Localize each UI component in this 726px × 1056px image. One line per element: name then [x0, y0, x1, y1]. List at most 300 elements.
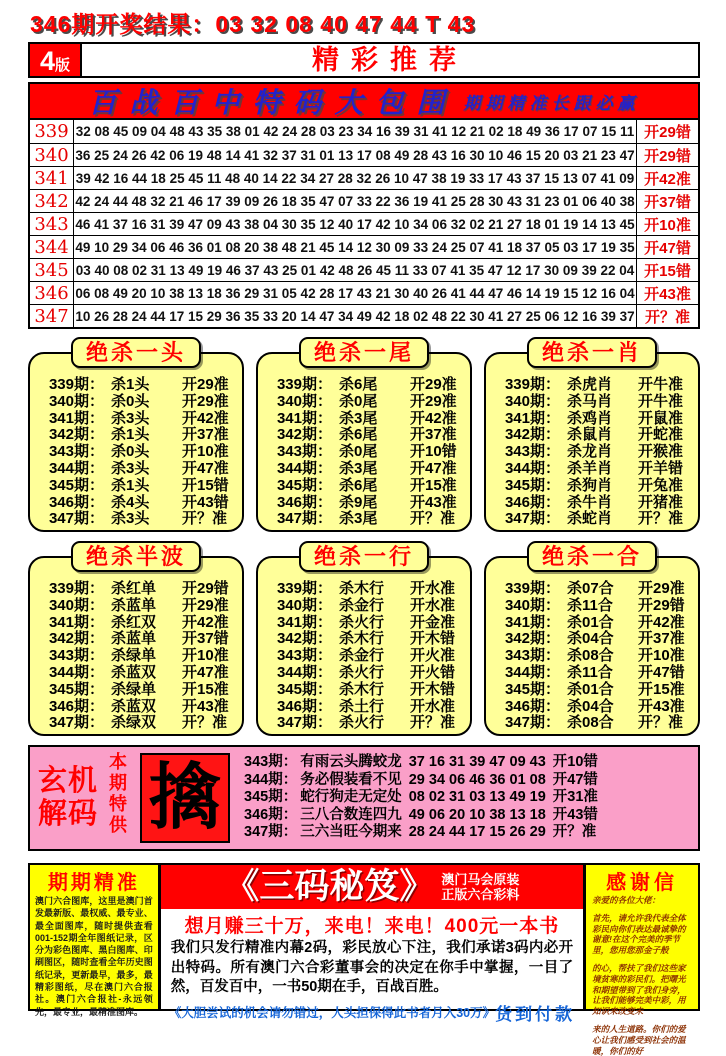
kill-result: 开29准 [410, 376, 457, 393]
kill-box-tail [256, 337, 472, 532]
kill-pick: 杀0头 [111, 443, 150, 461]
kill-box-sum [484, 541, 700, 736]
kill-pick: 杀6尾 [339, 376, 378, 393]
kill-result: 开10错 [410, 443, 457, 461]
kill-period: 347期： [276, 714, 332, 732]
result-cell: 开37错 [636, 190, 698, 212]
kill-period: 340期： [276, 596, 332, 614]
kill-period: 344期： [504, 459, 560, 477]
table-row [30, 235, 698, 258]
kill-row [262, 715, 466, 732]
kill-row [34, 461, 238, 478]
table-title-main: 百战百中特码大包围 [88, 86, 458, 119]
kill-period: 343期： [48, 647, 104, 665]
kill-result: 开15准 [182, 680, 229, 698]
kill-period: 346期： [276, 697, 332, 715]
kill-result: 开42准 [638, 613, 685, 631]
numbers-cell: 32 08 45 09 04 48 43 35 38 01 42 24 28 03 23 34 16 39 31 41 12 21 02 18 49 36 17 07 15 11 [75, 124, 635, 139]
kill-row [490, 615, 694, 632]
kill-period: 340期： [504, 596, 560, 614]
kill-period: 347期： [276, 510, 332, 528]
kill-result: 开木错 [410, 630, 456, 648]
kill-pick: 杀11合 [567, 663, 613, 681]
kill-period: 339期： [48, 580, 104, 597]
kill-pick: 杀07合 [567, 580, 614, 597]
mystery-period: 346期： [244, 806, 298, 823]
kill-result: 开？准 [638, 714, 684, 732]
numbers-cell: 03 40 08 02 31 13 49 19 46 37 43 25 01 42 48 26 45 11 33 07 41 35 47 12 17 30 09 39 22 04 [75, 262, 635, 278]
book-origin-line1: 澳门马会原装 [441, 872, 520, 887]
result-cell: 开29错 [636, 120, 698, 143]
book-ad-header [161, 865, 583, 909]
mystery-numbers: 37 16 31 39 47 09 43 [408, 754, 546, 771]
mystery-period: 345期： [244, 789, 298, 806]
kill-row [34, 631, 238, 648]
kill-result: 开29准 [182, 376, 229, 393]
kill-result: 开水准 [410, 580, 456, 597]
kill-row [262, 495, 466, 512]
kill-period: 344期： [276, 663, 332, 681]
kill-result: 开？准 [182, 510, 228, 528]
kill-result: 开猪准 [638, 493, 684, 511]
kill-result: 开47准 [182, 459, 229, 477]
kill-period: 344期： [48, 459, 104, 477]
kill-box-sum-body [484, 556, 700, 736]
kill-row [34, 598, 238, 615]
kill-pick: 杀08合 [567, 647, 614, 665]
kill-pick: 杀蓝双 [111, 663, 157, 681]
thanks-paragraph: 的心，帮扶了我们这些家境贫寒的彩民们。把曙光和期望带到了我们身旁，让我们能够完美中彩，用知识来改变未 [592, 962, 686, 1017]
qin-stamp-glyph: 擒 [149, 758, 222, 838]
kill-period: 341期： [504, 613, 560, 631]
kill-row [490, 648, 694, 665]
kill-result: 开47错 [638, 663, 685, 681]
kill-pick: 杀土行 [339, 697, 385, 715]
mystery-row [244, 772, 690, 790]
kill-period: 342期： [48, 630, 104, 648]
thanks-body [592, 895, 692, 1056]
kill-result: 开29准 [182, 392, 229, 410]
period-cell: 339 [30, 120, 74, 143]
kill-result: 开水准 [410, 697, 456, 715]
mystery-row [244, 754, 690, 772]
kill-pick: 杀0尾 [339, 443, 378, 461]
kill-period: 341期： [276, 613, 332, 631]
kill-row [262, 478, 466, 495]
kill-pick: 杀鼠肖 [567, 426, 613, 444]
kill-period: 342期： [504, 426, 560, 444]
kill-row [34, 682, 238, 699]
kill-period: 343期： [48, 443, 104, 461]
kill-pick: 杀3尾 [339, 409, 378, 427]
kill-row [490, 394, 694, 411]
kill-box-sum-title: 绝杀一合 [527, 541, 657, 572]
kill-row [490, 699, 694, 716]
kill-pick: 杀绿双 [111, 714, 157, 732]
kill-row [490, 427, 694, 444]
kill-boxes-row-2 [28, 541, 700, 736]
kill-row [490, 444, 694, 461]
kill-result: 开43准 [182, 697, 229, 715]
mystery-decode-box [28, 745, 700, 851]
table-row [30, 304, 698, 327]
table-title-bar [30, 84, 698, 120]
kill-pick: 杀01合 [567, 613, 614, 631]
kill-result: 开37准 [410, 426, 457, 444]
kill-result: 开金准 [410, 613, 456, 631]
table-title-sub: 期期精准长跟必赢 [463, 93, 640, 113]
edition-label: 版 [55, 57, 71, 74]
kill-period: 344期： [48, 663, 104, 681]
thanks-paragraph: 首先，请允许我代表全体彩民向你们表达最诚挚的谢意!在这个完美的季节里，您用您那金子般 [592, 912, 686, 956]
kill-period: 345期： [504, 476, 560, 494]
kill-pick: 杀9尾 [339, 493, 378, 511]
kill-row [490, 598, 694, 615]
mystery-result: 开43错 [552, 806, 598, 823]
kill-result: 开10准 [182, 647, 229, 665]
kill-pick: 杀红单 [111, 580, 157, 597]
mystery-numbers: 08 02 31 03 13 49 19 [408, 789, 546, 806]
kill-row [34, 699, 238, 716]
kill-pick: 杀6尾 [339, 476, 378, 494]
kill-result: 开15错 [182, 476, 229, 494]
kill-pick: 杀木行 [339, 580, 385, 597]
kill-result: 开29准 [638, 580, 685, 597]
kill-row [262, 461, 466, 478]
kill-pick: 杀鸡肖 [567, 409, 613, 427]
table-row [30, 143, 698, 166]
kill-row [490, 461, 694, 478]
mystery-title-line2: 解码 [38, 798, 99, 830]
kill-result: 开29准 [410, 392, 457, 410]
kill-pick: 杀龙肖 [567, 443, 613, 461]
kill-result: 开47准 [182, 663, 229, 681]
kill-pick: 杀金行 [339, 596, 385, 614]
special-code-table [28, 82, 700, 329]
mystery-phrase: 三八合数连四九 [300, 806, 402, 823]
result-cell: 开29错 [636, 144, 698, 166]
kill-result: 开29准 [182, 596, 229, 614]
kill-box-head-body [28, 352, 244, 532]
kill-pick: 杀3头 [111, 409, 150, 427]
kill-pick: 杀红双 [111, 613, 157, 631]
kill-result: 开木错 [410, 680, 456, 698]
kill-period: 345期： [276, 680, 332, 698]
kill-pick: 杀金行 [339, 647, 385, 665]
kill-result: 开鼠准 [638, 409, 684, 427]
kill-result: 开火准 [410, 647, 456, 665]
accuracy-title: 期期精准 [47, 872, 140, 894]
hotline-line: 想月赚三十万，来电！来电！400元一本书 [184, 916, 560, 937]
kill-period: 341期： [276, 409, 332, 427]
kill-row [34, 495, 238, 512]
kill-pick: 杀绿单 [111, 680, 157, 698]
mystery-rows [244, 754, 690, 842]
kill-result: 开牛准 [638, 376, 684, 393]
kill-boxes-row-1 [28, 337, 700, 532]
mystery-row [244, 807, 690, 825]
kill-result: 开37准 [638, 630, 685, 648]
period-cell: 346 [30, 282, 74, 304]
kill-period: 340期： [276, 392, 332, 410]
kill-period: 343期： [276, 647, 332, 665]
kill-box-halfwave-title: 绝杀半波 [71, 541, 201, 572]
kill-result: 开羊错 [638, 459, 684, 477]
kill-period: 345期： [504, 680, 560, 698]
kill-pick: 杀火行 [339, 663, 385, 681]
kill-result: 开43准 [410, 493, 457, 511]
kill-period: 339期： [504, 580, 560, 597]
kill-pick: 杀蓝单 [111, 596, 157, 614]
kill-box-element [256, 541, 472, 736]
kill-box-halfwave [28, 541, 244, 736]
kill-result: 开10准 [638, 647, 685, 665]
kill-pick: 杀木行 [339, 680, 385, 698]
kill-row [262, 682, 466, 699]
thanks-column [584, 863, 700, 1056]
edition-number: 4 [39, 46, 55, 76]
kill-row [262, 394, 466, 411]
kill-period: 339期： [276, 580, 332, 597]
table-rows [30, 120, 698, 327]
kill-result: 开水准 [410, 596, 456, 614]
mystery-period: 344期： [244, 771, 298, 788]
kill-row [262, 665, 466, 682]
mystery-phrase: 三六当旺今期来 [300, 824, 402, 841]
mystery-row [244, 789, 690, 807]
kill-row [490, 665, 694, 682]
mystery-title-line1: 玄机 [38, 765, 99, 797]
kill-box-halfwave-body [28, 556, 244, 736]
kill-period: 341期： [48, 409, 104, 427]
kill-pick: 杀蛇肖 [567, 510, 613, 528]
mystery-numbers: 28 24 44 17 15 26 29 [408, 824, 546, 841]
mystery-phrase: 蛇行狗走无定处 [300, 789, 402, 806]
result-cell: 开？准 [636, 305, 698, 327]
kill-result: 开？准 [182, 714, 228, 732]
table-row [30, 166, 698, 189]
mystery-subtitle: 本期特供 [107, 752, 128, 836]
kill-box-zodiac-title: 绝杀一肖 [527, 337, 657, 368]
kill-pick: 杀3尾 [339, 510, 378, 528]
kill-box-head-title: 绝杀一头 [71, 337, 201, 368]
kill-row [34, 394, 238, 411]
result-cell: 开42准 [636, 167, 698, 189]
kill-box-tail-title: 绝杀一尾 [299, 337, 429, 368]
kill-pick: 杀狗肖 [567, 476, 613, 494]
period-cell: 340 [30, 144, 74, 166]
mystery-result: 开10错 [552, 754, 598, 771]
flyer-page [0, 6, 726, 1056]
kill-period: 340期： [504, 392, 560, 410]
kill-row [490, 581, 694, 598]
kill-pick: 杀0头 [111, 392, 150, 410]
kill-row [490, 715, 694, 732]
kill-result: 开42准 [182, 613, 229, 631]
header [28, 42, 700, 78]
mystery-title [38, 765, 98, 831]
mystery-row [244, 824, 690, 842]
kill-result: 开15准 [410, 476, 457, 494]
kill-pick: 杀4头 [111, 493, 150, 511]
mystery-result: 开47错 [552, 771, 598, 788]
table-row [30, 120, 698, 143]
kill-pick: 杀蓝双 [111, 697, 157, 715]
page-title: 精彩推荐 [312, 45, 468, 75]
result-cell: 开47错 [636, 236, 698, 258]
period-cell: 344 [30, 236, 74, 258]
book-origin-line2: 正版六合彩料 [441, 887, 520, 902]
table-row [30, 258, 698, 281]
kill-row [262, 615, 466, 632]
kill-pick: 杀蓝单 [111, 630, 157, 648]
kill-result: 开43准 [638, 697, 685, 715]
kill-row [34, 511, 238, 528]
kill-row [34, 377, 238, 394]
kill-period: 346期： [276, 493, 332, 511]
kill-box-element-body [256, 556, 472, 736]
mystery-period: 347期： [244, 824, 298, 841]
accuracy-column [28, 863, 160, 1017]
numbers-cell: 36 25 24 26 42 06 19 48 14 41 32 37 31 01 13 17 08 49 28 43 16 30 10 46 15 20 03 21 23 47 [75, 147, 635, 163]
kill-period: 339期： [48, 376, 104, 393]
kill-row [34, 665, 238, 682]
period-cell: 343 [30, 213, 74, 235]
kill-result: 开37准 [182, 426, 229, 444]
kill-row [262, 411, 466, 428]
kill-row [262, 631, 466, 648]
kill-row [34, 648, 238, 665]
mystery-result: 开？准 [552, 824, 597, 841]
kill-result: 开？准 [410, 714, 456, 732]
result-cell: 开43准 [636, 282, 698, 304]
accuracy-body: 澳门六合图库，这里是澳门首发最新版、最权威、最专业、最全面图库，随时提供查看001-152期全年图纸记录，区分为彩色图库、黑白图库、印刷图区，随时查看全年历史图纸记录，更新最早，最多，最精彩图纸，尽在澳门六合报社。澳门六合报社-永远领先，最专业，最精准图库。 [35, 896, 153, 1017]
kill-result: 开牛准 [638, 392, 684, 410]
kill-pick: 杀08合 [567, 714, 614, 732]
kill-pick: 杀3头 [111, 510, 150, 528]
kill-row [34, 411, 238, 428]
kill-period: 342期： [48, 426, 104, 444]
cash-on-delivery-label: 货到付款 [495, 1004, 576, 1024]
kill-row [262, 581, 466, 598]
kill-pick: 杀牛肖 [567, 493, 613, 511]
kill-box-zodiac-body [484, 352, 700, 532]
kill-period: 346期： [48, 697, 104, 715]
thanks-paragraph: 来的人生道路。你们的爱心让我们感受到社会的温暖，你们的好 [592, 1023, 686, 1056]
kill-pick: 杀火行 [339, 613, 385, 631]
mystery-period: 343期： [244, 754, 298, 771]
kill-box-head [28, 337, 244, 532]
kill-period: 345期： [276, 476, 332, 494]
kill-result: 开兔准 [638, 476, 684, 494]
kill-period: 341期： [504, 409, 560, 427]
book-ad-body: 我们只发行精准内幕2码，彩民放心下注，我们承诺3码内必开出特码。所有澳门六合彩董事会的决定在你手中掌握，一目了然，百发百中，一书50期在手，百战百胜。 [170, 940, 574, 995]
kill-row [490, 478, 694, 495]
kill-row [34, 581, 238, 598]
table-row [30, 212, 698, 235]
kill-period: 346期： [504, 493, 560, 511]
kill-row [262, 511, 466, 528]
kill-period: 342期： [276, 630, 332, 648]
kill-row [262, 377, 466, 394]
kill-result: 开29错 [638, 596, 685, 614]
kill-result: 开47准 [410, 459, 457, 477]
table-row [30, 281, 698, 304]
kill-result: 开？准 [410, 510, 456, 528]
kill-row [490, 377, 694, 394]
kill-row [262, 648, 466, 665]
kill-pick: 杀木行 [339, 630, 385, 648]
kill-row [490, 495, 694, 512]
edition-badge [30, 44, 82, 76]
kill-result: 开29错 [182, 580, 229, 597]
kill-result: 开42准 [410, 409, 457, 427]
kill-period: 345期： [48, 680, 104, 698]
kill-result: 开42准 [182, 409, 229, 427]
kill-box-zodiac [484, 337, 700, 532]
kill-period: 347期： [48, 510, 104, 528]
numbers-cell: 42 24 44 48 32 21 46 17 39 09 26 18 35 47 07 33 22 36 19 41 25 28 30 43 31 23 01 06 40 38 [75, 193, 635, 209]
kill-pick: 杀04合 [567, 697, 614, 715]
mystery-result: 开31准 [552, 789, 598, 806]
promo-text: 《大胆尝试的机会请勿错过，人头担保得此书者月入30万》 [168, 1006, 496, 1020]
kill-period: 347期： [48, 714, 104, 732]
kill-box-tail-body [256, 352, 472, 532]
kill-period: 344期： [276, 459, 332, 477]
kill-period: 347期： [504, 714, 560, 732]
kill-result: 开10准 [182, 443, 229, 461]
kill-result: 开猴准 [638, 443, 684, 461]
kill-result: 开蛇准 [638, 426, 684, 444]
kill-row [490, 511, 694, 528]
book-ad-column [160, 863, 584, 1024]
mystery-phrase: 有雨云头腾蛟龙 [300, 754, 402, 771]
kill-period: 346期： [504, 697, 560, 715]
kill-pick: 杀3头 [111, 459, 150, 477]
kill-pick: 杀虎肖 [567, 376, 613, 393]
kill-period: 339期： [276, 376, 332, 393]
table-row [30, 189, 698, 212]
kill-pick: 杀11合 [567, 596, 613, 614]
kill-period: 343期： [504, 647, 560, 665]
thanks-title: 感谢信 [606, 872, 679, 894]
kill-pick: 杀绿单 [111, 647, 157, 665]
kill-period: 343期： [276, 443, 332, 461]
draw-result-banner: 346期开奖结果：03 32 08 40 47 44 T 43 [30, 11, 476, 37]
book-origin [441, 872, 519, 902]
kill-result: 开15准 [638, 680, 685, 698]
kill-row [34, 444, 238, 461]
period-cell: 347 [30, 305, 74, 327]
kill-pick: 杀马肖 [567, 392, 613, 410]
kill-period: 347期： [504, 510, 560, 528]
kill-period: 342期： [276, 426, 332, 444]
kill-pick: 杀0尾 [339, 392, 378, 410]
kill-row [34, 715, 238, 732]
bottom-section [28, 863, 700, 1056]
kill-row [262, 598, 466, 615]
kill-pick: 杀火行 [339, 714, 385, 732]
mystery-numbers: 29 34 06 46 36 01 08 [408, 771, 546, 788]
kill-period: 341期： [48, 613, 104, 631]
kill-period: 344期： [504, 663, 560, 681]
kill-pick: 杀04合 [567, 630, 614, 648]
numbers-cell: 39 42 16 44 18 25 45 11 48 40 14 22 34 27 28 32 26 10 47 38 19 33 17 43 37 15 13 07 41 09 [75, 170, 635, 186]
kill-pick: 杀1头 [111, 376, 150, 393]
kill-row [490, 411, 694, 428]
kill-pick: 杀1头 [111, 426, 150, 444]
kill-period: 345期： [48, 476, 104, 494]
